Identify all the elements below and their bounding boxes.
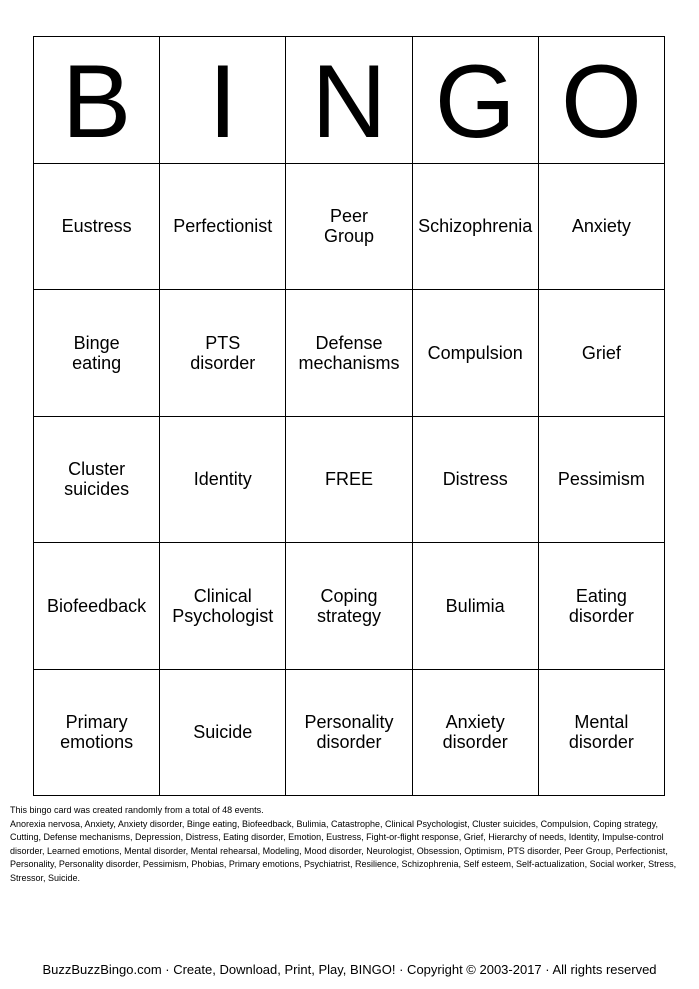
bingo-cell: Clinical Psychologist <box>160 543 286 670</box>
event-list-note <box>10 804 690 885</box>
bingo-cell: Binge eating <box>34 290 160 417</box>
card-intro-text: This bingo card was created randomly from a total of 48 events. <box>10 805 264 815</box>
bingo-cell: Suicide <box>160 670 286 797</box>
bingo-cell: Coping strategy <box>286 543 412 670</box>
bingo-cell: PTS disorder <box>160 290 286 417</box>
bingo-cell: Anxiety <box>539 164 665 291</box>
header-letter-g: G <box>413 37 539 164</box>
header-letter-b: B <box>34 37 160 164</box>
copyright-footer: BuzzBuzzBingo.com · Create, Download, Print, Play, BINGO! · Copyright © 2003-2017 · All rights reserved <box>42 962 657 977</box>
bingo-cell: Primary emotions <box>34 670 160 797</box>
bingo-cell: Eating disorder <box>539 543 665 670</box>
bingo-cell: Defense mechanisms <box>286 290 412 417</box>
bingo-cell: Schizophrenia <box>413 164 539 291</box>
header-letter-i: I <box>160 37 286 164</box>
bingo-cell: Eustress <box>34 164 160 291</box>
header-letter-o: O <box>539 37 665 164</box>
bingo-cell: Peer Group <box>286 164 412 291</box>
bingo-cell: Compulsion <box>413 290 539 417</box>
bingo-cell: Anxiety disorder <box>413 670 539 797</box>
bingo-cell: Personality disorder <box>286 670 412 797</box>
bingo-cell: Grief <box>539 290 665 417</box>
bingo-cell: Cluster suicides <box>34 417 160 544</box>
bingo-cell: Biofeedback <box>34 543 160 670</box>
bingo-cell: Bulimia <box>413 543 539 670</box>
free-space-cell: FREE <box>286 417 412 544</box>
bingo-cell: Mental disorder <box>539 670 665 797</box>
event-list-text: Anorexia nervosa, Anxiety, Anxiety disorder, Binge eating, Biofeedback, Bulimia, Catastrophe, Clinical Psychologist, Cluster suicides, Compulsion, Coping strategy, Cutting, Defense mechanisms, Depression, Distress, Eating disorder, Emotion, Eustress, Fight-or-flight response, Grief, Hierarchy of needs, Identity, Impulse-control disorder, Learned emotions, Mental disorder, Mental rehearsal, Modeling, Mood disorder, Neurologist, Obsession, Optimism, PTS disorder, Peer Group, Perfectionist, Personality, Personality disorder, Pessimism, Phobias, Primary emotions, Psychiatrist, Resilience, Schizophrenia, Self esteem, Self-actualization, Social worker, Stress, Stressor, Suicide. <box>10 818 677 883</box>
header-letter-n: N <box>286 37 412 164</box>
bingo-cell: Pessimism <box>539 417 665 544</box>
bingo-card <box>33 36 665 796</box>
bingo-cell: Identity <box>160 417 286 544</box>
bingo-cell: Perfectionist <box>160 164 286 291</box>
bingo-cell: Distress <box>413 417 539 544</box>
